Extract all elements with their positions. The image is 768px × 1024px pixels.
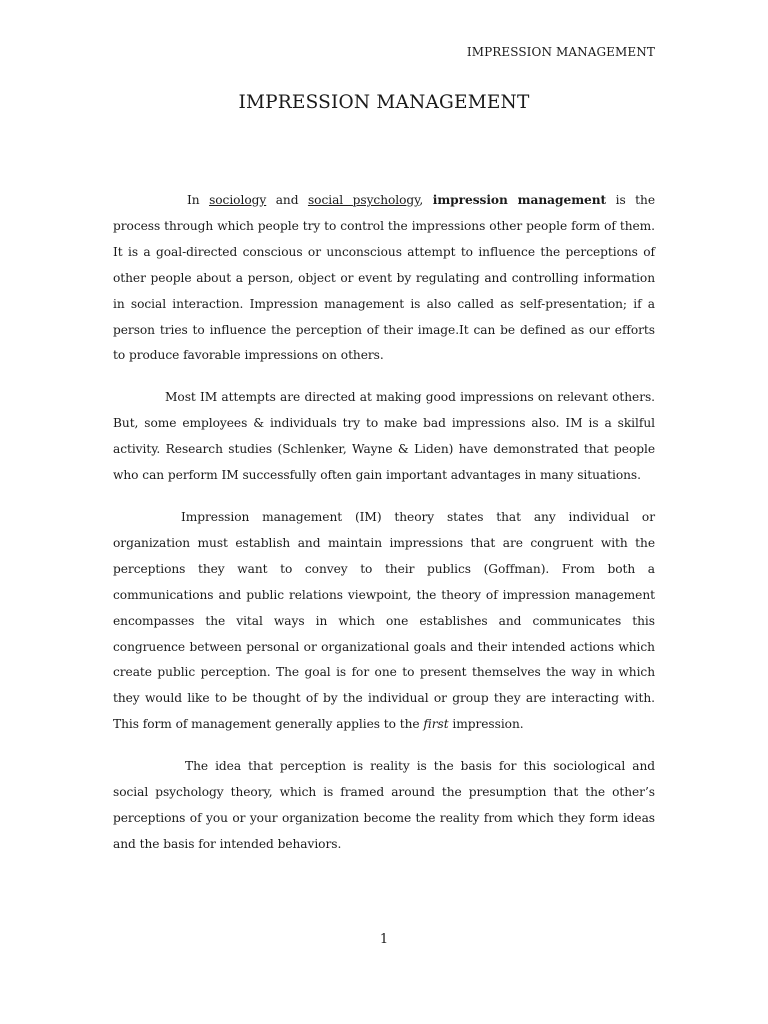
page-title: IMPRESSION MANAGEMENT [238, 92, 530, 113]
social-psychology-link[interactable]: social psychology [307, 193, 420, 207]
page-number: 1 [379, 932, 389, 947]
text-run: In [187, 193, 210, 207]
running-header: IMPRESSION MANAGEMENT [466, 45, 655, 59]
text-run: is the process through which people try to control the impressions other people form of them. It is a goal-directed conscious or unconscious attempt to influence the perceptions of other people about a person, object or event by regulating and controlling information in social interaction. Impression management is also called as self-presentation; if a person tries to influence the perception of their image.It can be defined as our efforts to produce favorable impressions on others. [113, 193, 655, 363]
bold-term: impression management [432, 193, 607, 207]
paragraph-2: Most IM attempts are directed at making good impressions on relevant others. But, some employees & individuals try to make bad impressions also. IM is a skilful activity. Research studies (Schlenker, Wayne & Liden) have demonstrated that people who can perform IM successfully often gain important advantages in many situations. [113, 390, 655, 483]
text-run: impression. [448, 717, 524, 732]
document-body [113, 188, 655, 874]
text-run: and [266, 193, 308, 207]
paragraph-4: The idea that perception is reality is the basis for this sociological and social psychology theory, which is framed around the presumption that the other’s perceptions of you or your organization become the reality from which they form ideas and the basis for intended behaviors. [113, 759, 655, 851]
paragraph-3 [113, 505, 655, 738]
paragraph-1 [113, 188, 655, 369]
sociology-link[interactable]: sociology [209, 193, 267, 207]
text-run: Impression management (IM) theory states that any individual or organization must establish and maintain impressions that are congruent with the perceptions they want to convey to their publics (Goffman). From both a communications and public relations viewpoint, the theory of impression management encompasses the vital ways in which one establishes and communicates this congruence between personal or organizational goals and their intended actions which create public perception. The goal is for one to present themselves the way in which they would like to be thought of by the individual or group they are interacting with. This form of management generally applies to the [113, 509, 655, 732]
text-run: , [419, 193, 433, 207]
italic-term: first [423, 717, 449, 732]
